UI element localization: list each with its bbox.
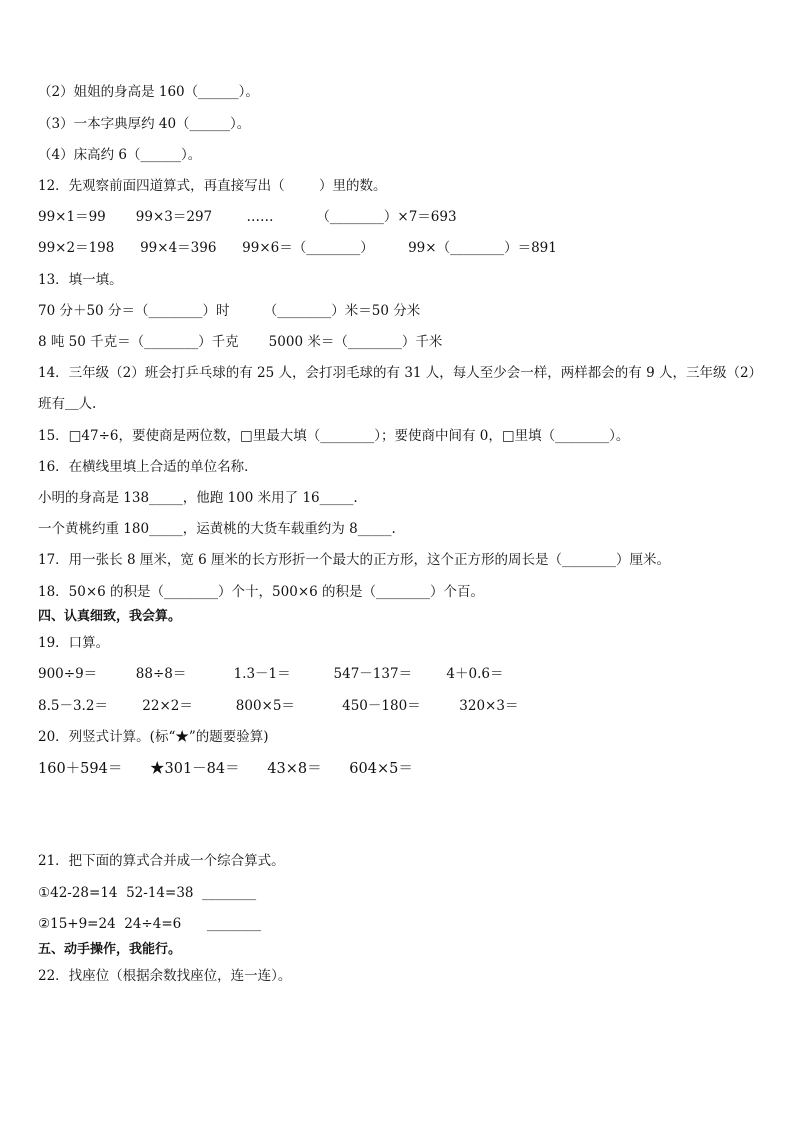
q20-problems: 160＋594＝ ★301－84＝ 43×8＝ 604×5＝	[38, 761, 413, 777]
q13-row-1: 70 分＋50 分＝（________）时 （________）米＝50 分米	[38, 303, 421, 319]
q21-title: 21．把下面的算式合并成一个综合算式。	[38, 853, 285, 869]
q12-row-2: 99×2＝198 99×4＝396 99×6＝（________） 99×（________）＝891	[38, 240, 557, 256]
q12-title: 12．先观察前面四道算式，再直接写出（ ）里的数。	[38, 178, 387, 194]
q21-item-1: ①42-28=14 52-14=38 ________	[38, 885, 257, 901]
q16-row-2: 一个黄桃约重 180_____，运黄桃的大货车载重约为 8_____.	[38, 521, 396, 537]
q19-row-2: 8.5－3.2＝ 22×2＝ 800×5＝ 450－180＝ 320×3＝	[38, 698, 519, 714]
q15-text: 15．□47÷6，要使商是两位数，□里最大填（________）；要使商中间有 0，□里填（________）。	[38, 428, 630, 444]
q13-title: 13．填一填。	[38, 272, 123, 288]
q18-text: 18．50×6 的积是（________）个十，500×6 的积是（________）个百。	[38, 584, 485, 600]
q19-title: 19．口算。	[38, 635, 110, 651]
q16-row-1: 小明的身高是 138_____，他跑 100 米用了 16_____.	[38, 490, 358, 506]
q14-text-cont: 班有＿人.	[38, 396, 97, 412]
section-4-heading: 四、认真细致，我会算。	[38, 609, 182, 624]
q21-item-2: ②15+9=24 24÷4=6 ________	[38, 916, 261, 932]
q19-row-1: 900÷9＝ 88÷8＝ 1.3－1＝ 547－137＝ 4＋0.6＝	[38, 666, 504, 682]
q14-text: 14．三年级（2）班会打乒乓球的有 25 人，会打羽毛球的有 31 人，每人至少会一样，两样都会的有 9 人，三年级（2）	[38, 365, 763, 381]
q20-title: 20．列竖式计算。(标“★”的题要验算)	[38, 729, 269, 745]
q13-row-2: 8 吨 50 千克＝（________）千克 5000 米＝（________）千米	[38, 334, 443, 350]
q11-item-2: （2）姐姐的身高是 160（______）。	[38, 84, 259, 100]
q11-item-3: （3）一本字典厚约 40（______）。	[38, 116, 251, 132]
section-5-heading: 五、动手操作，我能行。	[38, 942, 182, 957]
q17-text: 17．用一张长 8 厘米，宽 6 厘米的长方形折一个最大的正方形，这个正方形的周长是（________）厘米。	[38, 552, 671, 568]
q11-item-4: （4）床高约 6（______）。	[38, 147, 202, 163]
q16-title: 16．在横线里填上合适的单位名称．	[38, 459, 258, 475]
q12-row-1: 99×1＝99 99×3＝297 …… （________）×7＝693	[38, 209, 457, 225]
q22-title: 22．找座位（根据余数找座位，连一连）。	[38, 968, 292, 984]
